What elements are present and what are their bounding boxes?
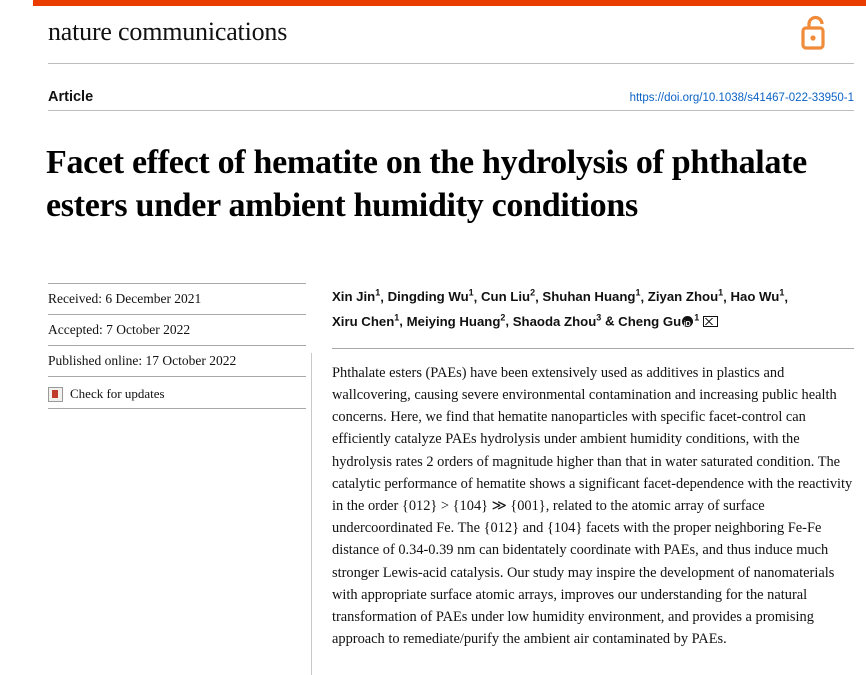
author-name[interactable]: Meiying Huang$^2$ [406, 312, 506, 329]
author-name[interactable]: Xin Jin$^1$ [332, 288, 381, 305]
author-name[interactable]: Hao Wu$^1$ [730, 288, 785, 305]
author-affil-marker: 2 [530, 288, 536, 298]
author-affil-marker: 1 [468, 288, 474, 298]
published-date: Published online: 17 October 2022 [48, 353, 237, 368]
author-affil-marker: 1 [635, 288, 641, 298]
article-divider [48, 110, 854, 111]
author-affil-marker: 1 [394, 312, 400, 323]
author-affil-marker: 1 [779, 288, 785, 298]
orcid-icon[interactable] [682, 316, 693, 327]
author-name[interactable]: Cun Liu$^2$ [480, 288, 536, 305]
author-list: Xin Jin$^1$, Dingding Wu$^1$, Cun Liu$^2$, Shuhan Huang$^1$, Ziyan Zhou$^1$, Hao Wu$^1$, Xiru Chen$^1$, Meiying Huang$^2$, Shaoda Zhou$^3$ & Cheng Gu iD $^1$ [332, 283, 854, 332]
masthead-divider [48, 63, 854, 64]
journal-title: nature communications [48, 17, 288, 46]
open-access-icon [798, 12, 832, 52]
abstract-text: Phthalate esters (PAEs) have been extensively used as additives in plastics and wallcovering, causing severe environmental contamination and increasing public health concerns. Here, we find that hematite nanoparticles with specific facet-control can efficiently catalyze PAEs hydrolysis under ambient humidity conditions, with the hydrolysis rates 2 orders of magnitude higher than that in water saturated condition. The catalytic performance of hematite shows a significant facet-dependence with the reactivity in the order {012} > {104} ≫ {001}, related to the atomic array of surface undercoordinated Fe. The {012} and {104} facets with the proper neighboring Fe-Fe distance of 0.34-0.39 nm can bidentately coordinate with PAEs, and thus induce much stronger Lewis-acid catalysis. Our study may inspire the development of nanomaterials with appropriate surface atomic arrays, improves our understanding for the natural transformation of PAEs under low humidity environment, and provides a promising approach to remediate/purify the ambient air contaminated by PAEs. [332, 364, 853, 648]
article-type-row [48, 89, 854, 105]
doi-link[interactable]: https://doi.org/10.1038/s41467-022-33950-1 [629, 92, 854, 104]
check-for-updates-label: Check for updates [70, 386, 165, 401]
received-date: Received: 6 December 2021 [48, 291, 202, 306]
author-name[interactable]: Dingding Wu$^1$ [387, 288, 474, 305]
crossmark-icon [48, 387, 63, 402]
publication-meta [48, 283, 306, 650]
check-for-updates-button[interactable] [48, 377, 306, 408]
content-columns [48, 283, 854, 650]
accepted-date: Accepted: 7 October 2022 [48, 322, 191, 337]
author-affil-marker: 1 [375, 288, 381, 298]
page-title: Facet effect of hematite on the hydrolysis of phthalate esters under ambient humidity conditions [46, 143, 807, 224]
author-affil-marker: 1 [718, 288, 724, 298]
author-name[interactable]: Shuhan Huang$^1$ [542, 288, 641, 305]
author-affil-marker: 1 [694, 312, 700, 323]
article-type-label: Article [48, 89, 94, 105]
envelope-icon[interactable] [703, 316, 718, 327]
author-affil-marker: 3 [596, 312, 602, 323]
author-affil-marker: 2 [500, 312, 506, 323]
authors-and-abstract [332, 283, 854, 650]
ampersand: & [604, 313, 615, 329]
author-name[interactable]: Shaoda Zhou$^3$ [512, 312, 602, 329]
meta-divider-4 [48, 408, 306, 409]
author-name[interactable]: Xiru Chen$^1$ [332, 312, 400, 329]
author-name[interactable]: Cheng Gu iD $^1$ [618, 314, 699, 329]
author-name[interactable]: Ziyan Zhou$^1$ [647, 288, 724, 305]
column-divider [311, 353, 312, 675]
journal-masthead [48, 6, 846, 58]
